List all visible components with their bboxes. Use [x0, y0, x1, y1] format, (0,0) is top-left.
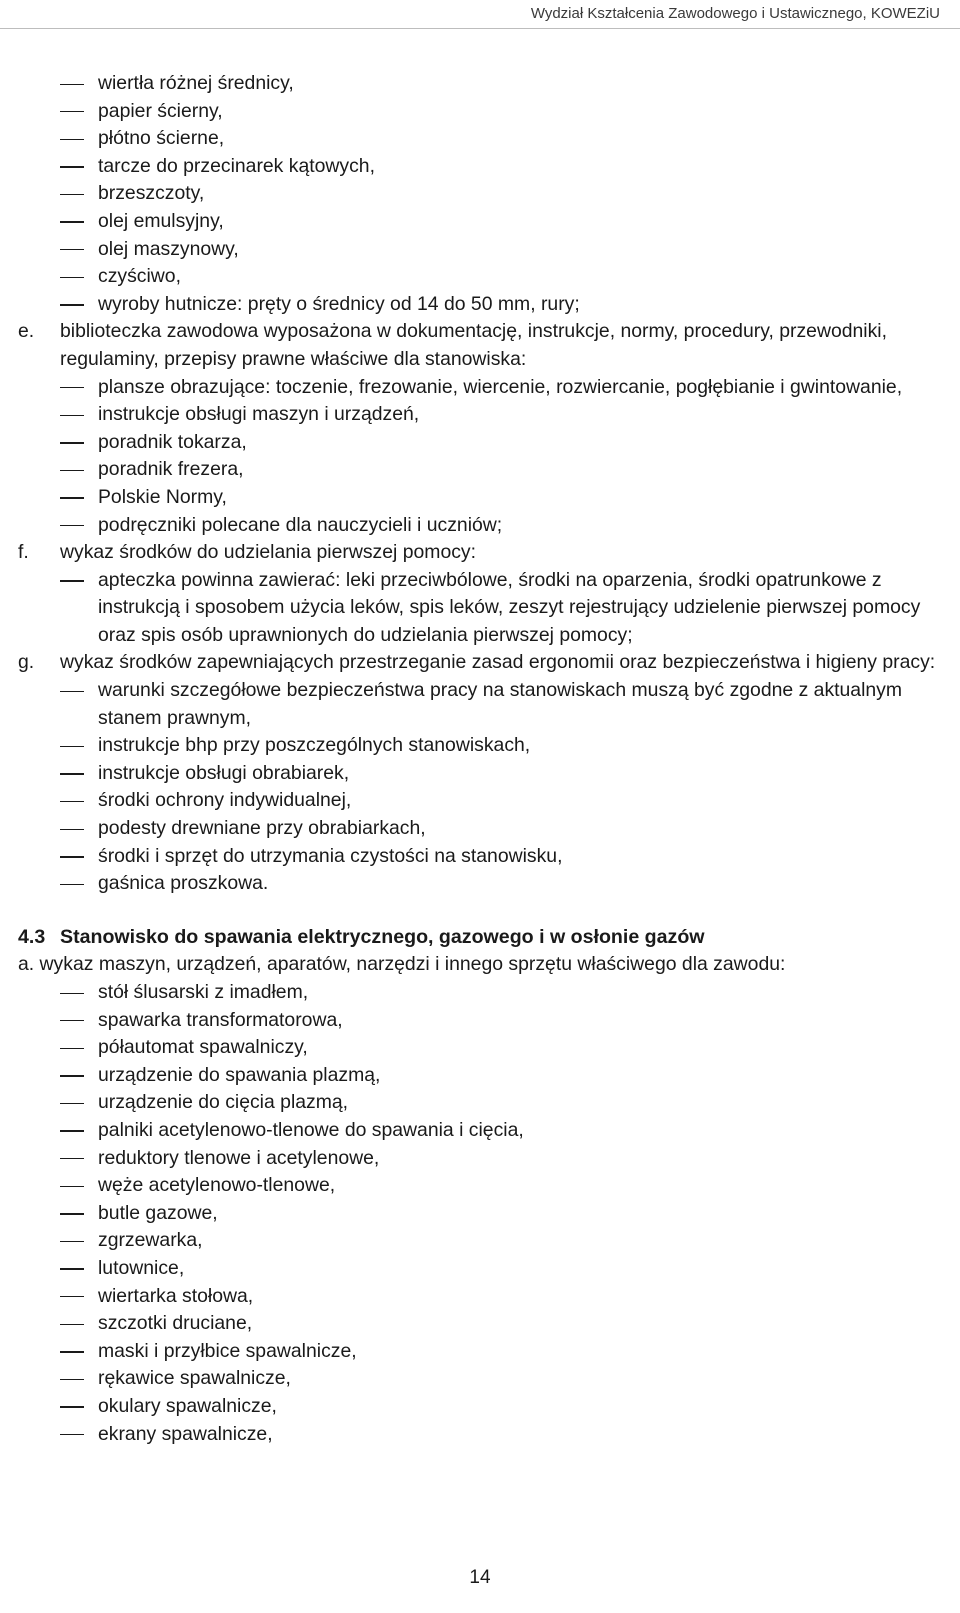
dash-bullet — [60, 277, 84, 278]
list-item-text: Polskie Normy, — [98, 485, 227, 508]
list-item-text: wyroby hutnicze: pręty o średnicy od 14 do 50 mm, rury; — [98, 292, 580, 315]
list-item-text: szczotki druciane, — [98, 1312, 253, 1335]
dash-bullet — [60, 801, 84, 802]
item-e — [18, 318, 943, 373]
document-body — [18, 70, 943, 1448]
list-item-text: olej emulsyjny, — [98, 209, 224, 232]
section-heading — [18, 924, 943, 952]
header-rule — [0, 28, 960, 29]
dash-bullet — [60, 1296, 84, 1297]
list-item — [18, 263, 943, 291]
item-g-marker: g. — [18, 651, 35, 674]
dash-bullet — [60, 1351, 84, 1352]
list-item-text: gaśnica proszkowa. — [98, 872, 269, 895]
dash-bullet — [60, 1434, 84, 1435]
list-item-text: tarcze do przecinarek kątowych, — [98, 154, 375, 177]
list-item — [18, 1255, 943, 1283]
dash-bullet — [60, 166, 84, 167]
list-item-text: zgrzewarka, — [98, 1229, 203, 1252]
dash-bullet — [60, 415, 84, 416]
welding-equipment-list — [18, 979, 943, 1448]
section-number: 4.3 — [18, 925, 46, 948]
list-item-text: reduktory tlenowe i acetylenowe, — [98, 1146, 380, 1169]
list-item-text: plansze obrazujące: toczenie, frezowanie, wiercenie, rozwiercanie, pogłębianie i gwintowanie, — [98, 375, 903, 398]
safety-list — [18, 677, 943, 898]
dash-bullet — [60, 304, 84, 305]
list-item-text: poradnik tokarza, — [98, 430, 247, 453]
list-item-text: środki i sprzęt do utrzymania czystości na stanowisku, — [98, 844, 563, 867]
item-g-text: wykaz środków zapewniających przestrzeganie zasad ergonomii oraz bezpieczeństwa i higieny pracy: — [60, 651, 936, 674]
dash-bullet — [60, 1130, 84, 1131]
list-item — [18, 374, 943, 402]
list-item — [18, 1062, 943, 1090]
list-item — [18, 125, 943, 153]
dash-bullet — [60, 856, 84, 857]
dash-bullet — [60, 470, 84, 471]
dash-bullet — [60, 1075, 84, 1076]
dash-bullet — [60, 221, 84, 222]
list-item-text: warunki szczegółowe bezpieczeństwa pracy na stanowiskach muszą być zgodne z aktualnym stanem prawnym, — [98, 679, 903, 729]
dash-bullet — [60, 884, 84, 885]
list-item-text: rękawice spawalnicze, — [98, 1367, 291, 1390]
list-item — [18, 843, 943, 871]
list-item — [18, 98, 943, 126]
list-item — [18, 429, 943, 457]
list-item-text: lutownice, — [98, 1256, 185, 1279]
list-item-text: spawarka transformatorowa, — [98, 1008, 343, 1031]
list-item-text: instrukcje bhp przy poszczególnych stanowiskach, — [98, 734, 531, 757]
dash-bullet — [60, 746, 84, 747]
list-item-text: półautomat spawalniczy, — [98, 1036, 308, 1059]
list-item-text: podręczniki polecane dla nauczycieli i uczniów; — [98, 513, 503, 536]
dash-bullet — [60, 1406, 84, 1407]
list-item-text: urządzenie do cięcia plazmą, — [98, 1091, 349, 1114]
list-item-text: węże acetylenowo-tlenowe, — [98, 1174, 336, 1197]
list-item — [18, 70, 943, 98]
list-item — [18, 1365, 943, 1393]
dash-bullet — [60, 1186, 84, 1187]
list-item-text: apteczka powinna zawierać: leki przeciwbólowe, środki na oparzenia, środki opatrunkowe z instrukcją i sposobem użycia leków, spis leków, zeszyt rejestrujący udzielenie pierwszej pomocy oraz spis osób uprawnionych do udzielania pierwszej pomocy; — [98, 568, 921, 646]
list-item — [18, 787, 943, 815]
item-e-marker: e. — [18, 320, 35, 343]
section-title: Stanowisko do spawania elektrycznego, gazowego i w osłonie gazów — [60, 925, 705, 948]
dash-bullet — [60, 1020, 84, 1021]
list-item — [18, 484, 943, 512]
item-f-text: wykaz środków do udzielania pierwszej pomocy: — [60, 541, 477, 564]
dash-bullet — [60, 829, 84, 830]
list-item — [18, 1172, 943, 1200]
list-item-text: czyściwo, — [98, 265, 181, 288]
list-item — [18, 567, 943, 650]
dash-bullet — [60, 194, 84, 195]
list-item — [18, 1117, 943, 1145]
dash-bullet — [60, 773, 84, 774]
item-a-text: a. wykaz maszyn, urządzeń, aparatów, narzędzi i innego sprzętu właściwego dla zawodu: — [18, 953, 786, 976]
tool-list — [18, 70, 943, 318]
list-item-text: butle gazowe, — [98, 1201, 218, 1224]
dash-bullet — [60, 1048, 84, 1049]
list-item — [18, 732, 943, 760]
dash-bullet — [60, 1103, 84, 1104]
dash-bullet — [60, 1158, 84, 1159]
list-item-text: stół ślusarski z imadłem, — [98, 981, 309, 1003]
list-item — [18, 1145, 943, 1173]
dash-bullet — [60, 1324, 84, 1325]
dash-bullet — [60, 580, 84, 581]
dash-bullet — [60, 111, 84, 112]
dash-bullet — [60, 1268, 84, 1269]
list-item — [18, 512, 943, 540]
list-item-text: instrukcje obsługi obrabiarek, — [98, 761, 350, 784]
first-aid-list — [18, 567, 943, 650]
dash-bullet — [60, 497, 84, 498]
list-item — [18, 208, 943, 236]
list-item-text: wiertarka stołowa, — [98, 1284, 254, 1307]
item-g — [18, 649, 943, 677]
list-item — [18, 180, 943, 208]
dash-bullet — [60, 1379, 84, 1380]
item-f-marker: f. — [18, 541, 29, 564]
list-item — [18, 1393, 943, 1421]
library-list — [18, 374, 943, 540]
list-item-text: podesty drewniane przy obrabiarkach, — [98, 817, 426, 840]
list-item-text: papier ścierny, — [98, 99, 223, 122]
list-item — [18, 153, 943, 181]
list-item-text: poradnik frezera, — [98, 458, 244, 481]
list-item — [18, 1338, 943, 1366]
dash-bullet — [60, 993, 84, 994]
list-item — [18, 1034, 943, 1062]
item-e-text: biblioteczka zawodowa wyposażona w dokumentację, instrukcje, normy, procedury, przewodniki, regulaminy, przepisy prawne właściwe dla stanowiska: — [60, 320, 888, 370]
dash-bullet — [60, 691, 84, 692]
list-item — [18, 291, 943, 319]
page-number: 14 — [469, 1567, 491, 1588]
list-item — [18, 456, 943, 484]
list-item-text: okulary spawalnicze, — [98, 1394, 277, 1417]
list-item — [18, 1310, 943, 1338]
dash-bullet — [60, 442, 84, 443]
dash-bullet — [60, 84, 84, 85]
dash-bullet — [60, 139, 84, 140]
dash-bullet — [60, 1241, 84, 1242]
list-item — [18, 1200, 943, 1228]
list-item-text: wiertła różnej średnicy, — [98, 72, 294, 94]
dash-bullet — [60, 249, 84, 250]
list-item-text: urządzenie do spawania plazmą, — [98, 1063, 381, 1086]
list-item — [18, 979, 943, 1007]
list-item — [18, 401, 943, 429]
dash-bullet — [60, 1213, 84, 1214]
list-item-text: olej maszynowy, — [98, 237, 239, 260]
list-item — [18, 1089, 943, 1117]
item-f — [18, 539, 943, 567]
list-item — [18, 1283, 943, 1311]
list-item — [18, 1007, 943, 1035]
list-item-text: płótno ścierne, — [98, 127, 225, 150]
list-item-text: palniki acetylenowo-tlenowe do spawania i cięcia, — [98, 1118, 524, 1141]
list-item — [18, 760, 943, 788]
list-item — [18, 236, 943, 264]
list-item-text: maski i przyłbice spawalnicze, — [98, 1339, 357, 1362]
list-item-text: ekrany spawalnicze, — [98, 1422, 273, 1445]
list-item — [18, 1227, 943, 1255]
list-item-text: brzeszczoty, — [98, 182, 205, 205]
list-item-text: instrukcje obsługi maszyn i urządzeń, — [98, 403, 420, 426]
list-item-text: środki ochrony indywidualnej, — [98, 789, 352, 812]
list-item — [18, 677, 943, 732]
list-item — [18, 815, 943, 843]
dash-bullet — [60, 525, 84, 526]
page-header: Wydział Kształcenia Zawodowego i Ustawicznego, KOWEZiU — [530, 5, 940, 22]
dash-bullet — [60, 387, 84, 388]
list-item — [18, 870, 943, 898]
list-item — [18, 1421, 943, 1449]
